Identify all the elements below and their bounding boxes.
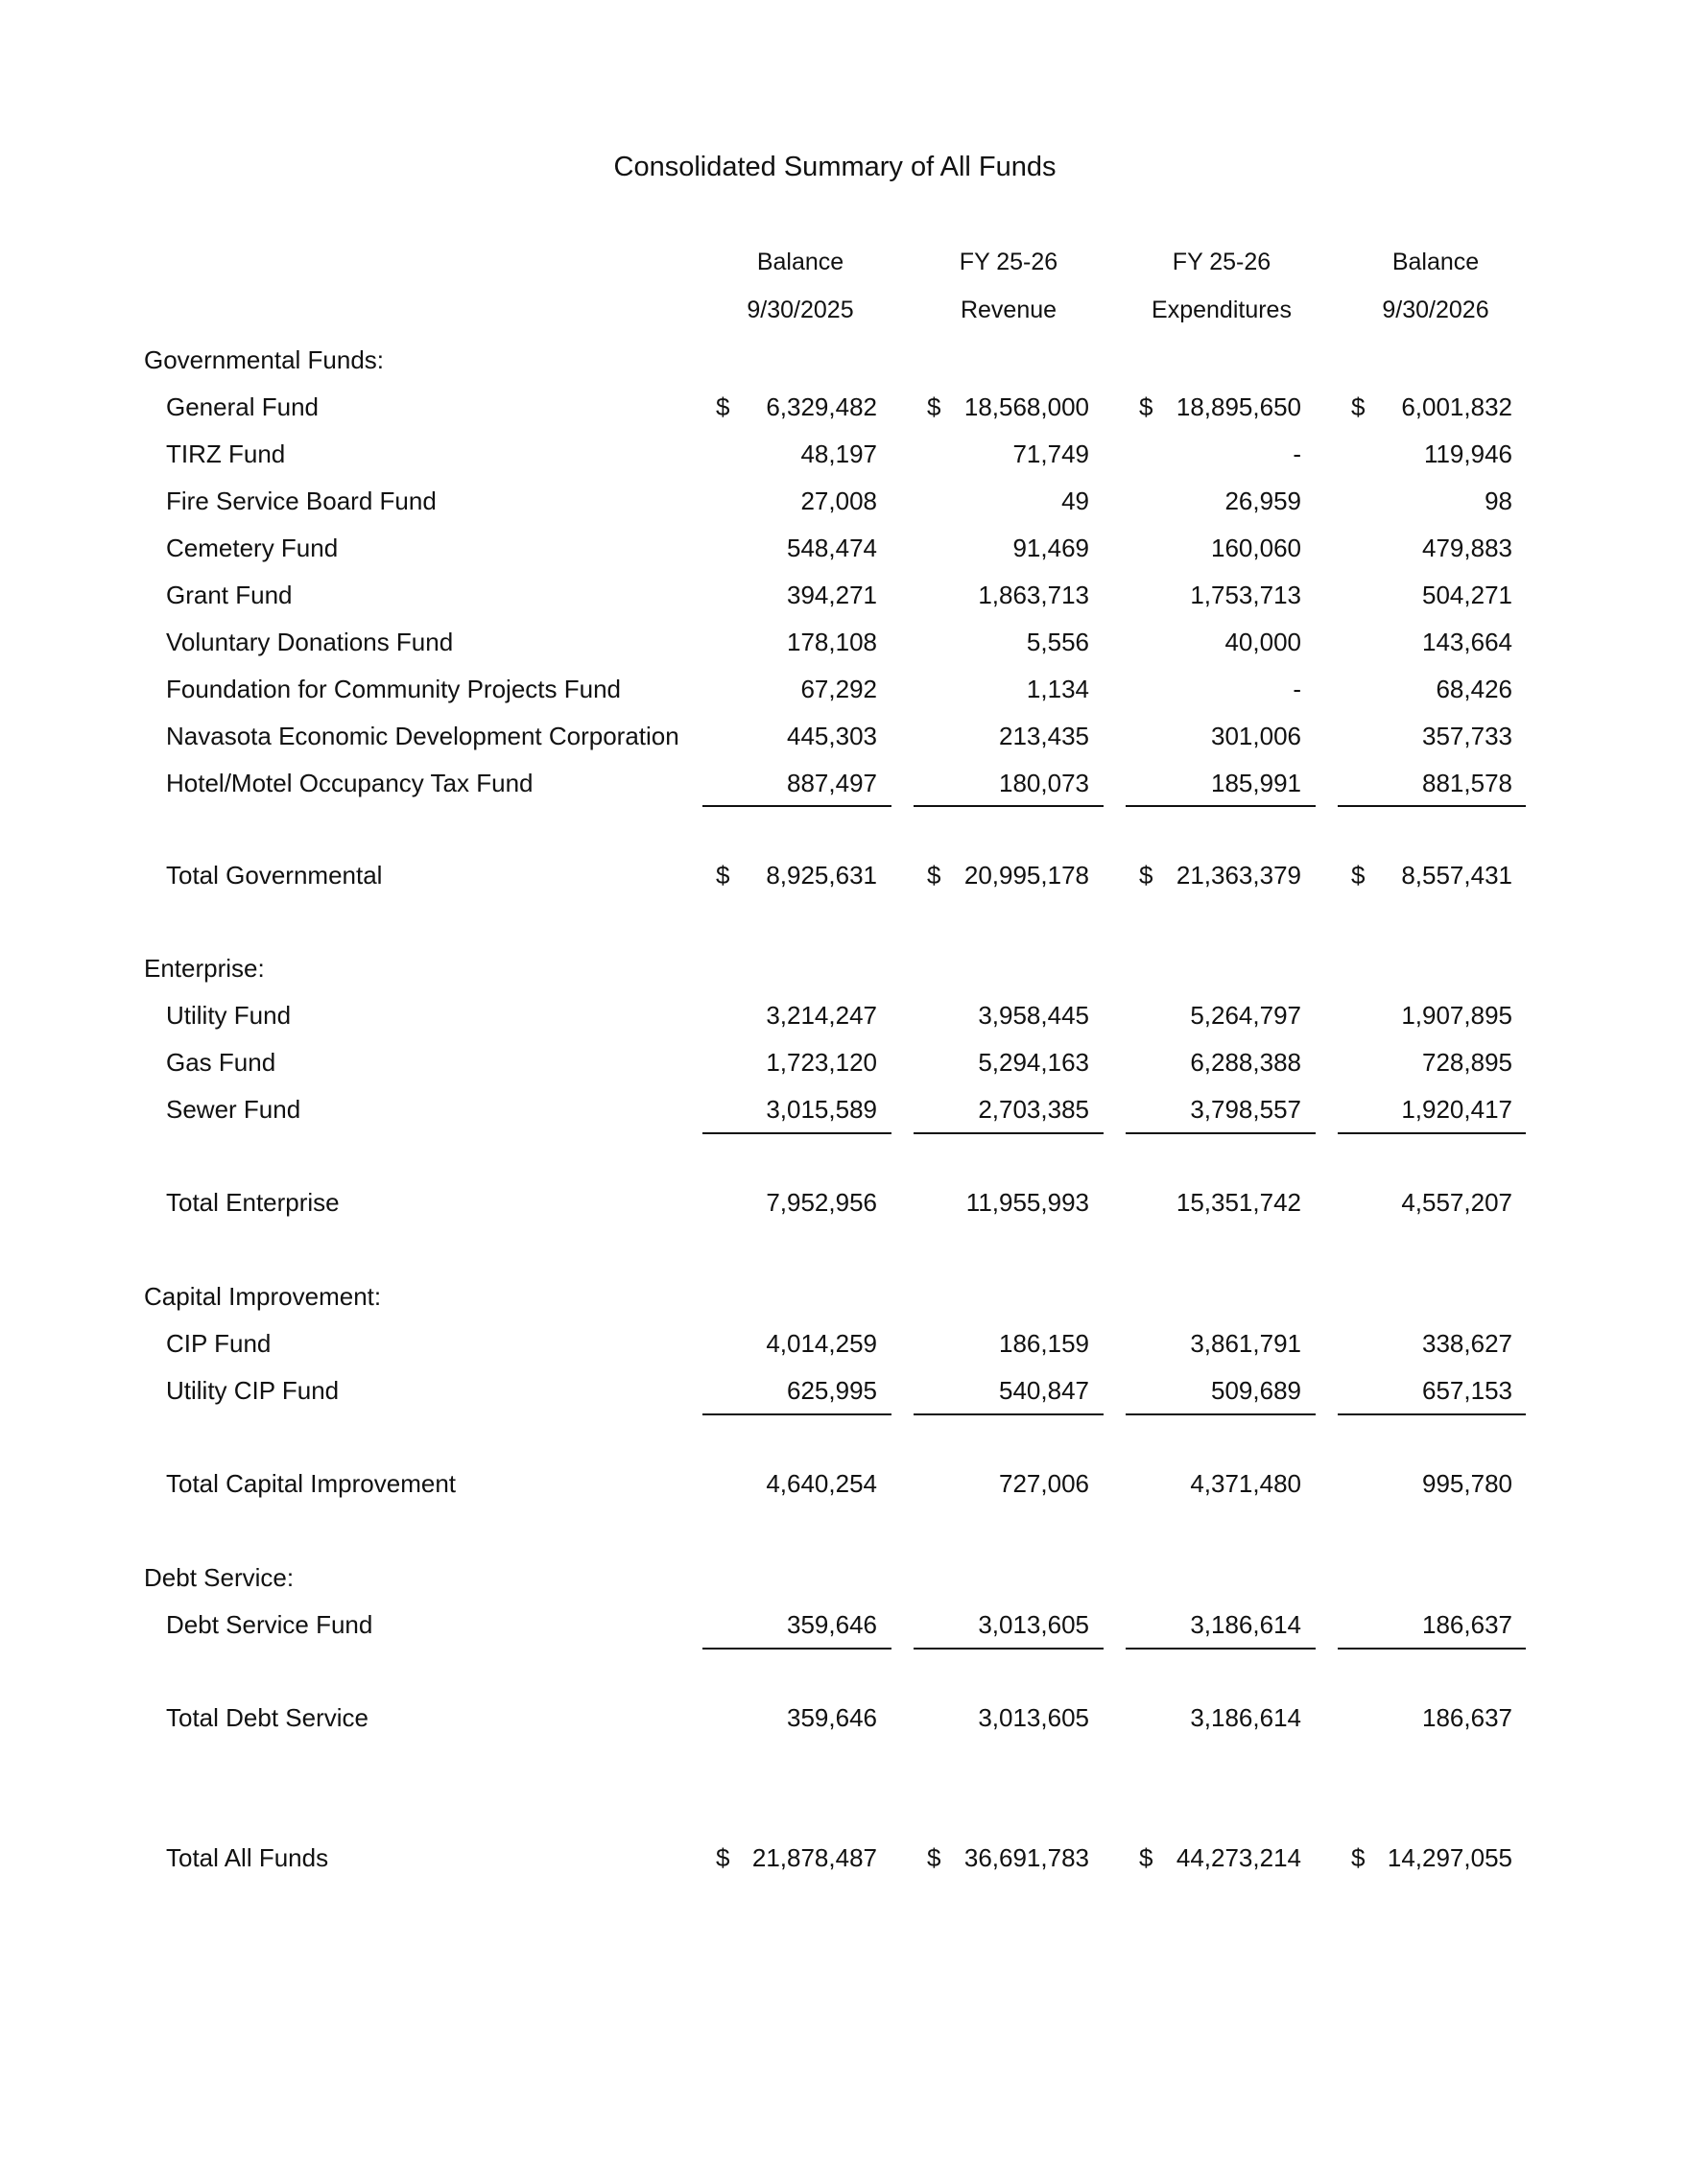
table-row-label: Utility CIP Fund (166, 1376, 340, 1405)
table-row-label: Foundation for Community Projects Fund (166, 675, 621, 703)
column-header-line2: Revenue (960, 297, 1057, 323)
table-row-value: 3,861,791 (1190, 1329, 1301, 1358)
table-row-value: 119,946 (1423, 439, 1512, 468)
table-row-value: 504,271 (1422, 581, 1512, 609)
column-header-line2: Expenditures (1152, 297, 1292, 323)
table-row-value: 185,991 (1211, 769, 1301, 797)
underline-rule (1126, 805, 1316, 807)
section-total-value: 11,955,993 (965, 1188, 1089, 1217)
table-row-value: 540,847 (999, 1376, 1089, 1405)
table-row-value: 180,073 (999, 769, 1089, 797)
table-row-value: 68,426 (1436, 675, 1512, 703)
underline-rule (914, 1132, 1104, 1134)
currency-symbol: $ (716, 861, 730, 890)
table-row-label: TIRZ Fund (166, 439, 286, 468)
section-total-value: 7,952,956 (766, 1188, 877, 1217)
underline-rule (1126, 1132, 1316, 1134)
table-row-value: 186,637 (1422, 1610, 1512, 1639)
table-row-value: 40,000 (1224, 628, 1301, 656)
table-row-value: 445,303 (787, 722, 877, 750)
table-row-label: Cemetery Fund (166, 534, 339, 562)
table-row-label: Grant Fund (166, 581, 293, 609)
currency-symbol: $ (1139, 1843, 1153, 1872)
table-row-value: 3,214,247 (766, 1001, 877, 1030)
table-row-value: 728,895 (1422, 1048, 1512, 1077)
section-total-label: Total Capital Improvement (166, 1469, 457, 1498)
table-row-value: 3,015,589 (766, 1095, 877, 1124)
table-row-value: 18,895,650 (1176, 392, 1301, 421)
table-row-value: 5,556 (1026, 628, 1089, 656)
table-row-label: Fire Service Board Fund (166, 487, 437, 515)
currency-symbol: $ (1351, 861, 1366, 890)
table-row-value: 5,294,163 (978, 1048, 1089, 1077)
table-row-label: Hotel/Motel Occupancy Tax Fund (166, 769, 534, 797)
table-row-label: Voluntary Donations Fund (166, 628, 454, 656)
underline-rule (1126, 1648, 1316, 1650)
underline-rule (702, 1132, 891, 1134)
page-title: Consolidated Summary of All Funds (613, 152, 1057, 182)
underline-rule (702, 805, 891, 807)
table-row-value: 48,197 (800, 439, 877, 468)
table-row-label: Sewer Fund (166, 1095, 301, 1124)
underline-rule (914, 1648, 1104, 1650)
section-total-value: 4,557,207 (1401, 1188, 1512, 1217)
section-heading: Capital Improvement: (144, 1282, 382, 1311)
underline-rule (1126, 1413, 1316, 1415)
currency-symbol: $ (927, 1843, 941, 1872)
section-total-value: 995,780 (1422, 1469, 1512, 1498)
table-row-value: 881,578 (1422, 769, 1512, 797)
table-row-value: 5,264,797 (1190, 1001, 1301, 1030)
table-row-value: 26,959 (1224, 487, 1301, 515)
table-row-value: 49 (1061, 487, 1089, 515)
table-row-value: 509,689 (1211, 1376, 1301, 1405)
column-header-line2: 9/30/2026 (1382, 297, 1489, 323)
table-row-value: 6,329,482 (766, 392, 877, 421)
table-row-value: 1,134 (1026, 675, 1089, 703)
table-row-value: 67,292 (800, 675, 877, 703)
section-total-label: Total Enterprise (166, 1188, 340, 1217)
table-row-value: 71,749 (1012, 439, 1089, 468)
currency-symbol: $ (716, 392, 730, 421)
currency-symbol: $ (1351, 1843, 1366, 1872)
underline-rule (702, 1648, 891, 1650)
table-row-value: 98 (1485, 487, 1512, 515)
table-row-value: 27,008 (800, 487, 877, 515)
table-row-label: Debt Service Fund (166, 1610, 373, 1639)
table-row-value: 548,474 (787, 534, 877, 562)
section-total-value: 4,371,480 (1190, 1469, 1301, 1498)
grand-total-value: 36,691,783 (963, 1843, 1089, 1872)
section-total-value: 21,363,379 (1176, 861, 1301, 890)
section-total-value: 8,557,431 (1401, 861, 1512, 890)
section-total-value: 3,186,614 (1190, 1703, 1301, 1732)
section-total-label: Total Debt Service (166, 1703, 368, 1732)
underline-rule (702, 1413, 891, 1415)
table-row-value: 91,469 (1012, 534, 1089, 562)
table-row-value: 338,627 (1422, 1329, 1512, 1358)
section-total-value: 4,640,254 (766, 1469, 877, 1498)
table-row-value: 625,995 (787, 1376, 877, 1405)
table-row-value: 3,186,614 (1190, 1610, 1301, 1639)
table-row-value: 1,753,713 (1190, 581, 1301, 609)
section-heading: Debt Service: (144, 1563, 295, 1592)
table-row-value: 143,664 (1422, 628, 1512, 656)
section-total-value: 186,637 (1422, 1703, 1512, 1732)
table-row-value: 1,723,120 (766, 1048, 877, 1077)
column-header-line2: 9/30/2025 (747, 297, 854, 323)
table-row-value: 887,497 (787, 769, 877, 797)
section-total-value: 727,006 (999, 1469, 1089, 1498)
table-row-label: Gas Fund (166, 1048, 276, 1077)
table-row-value: 301,006 (1211, 722, 1301, 750)
table-row-value: - (1293, 439, 1301, 468)
currency-symbol: $ (927, 392, 941, 421)
table-row-value: 359,646 (787, 1610, 877, 1639)
grand-total-value: 21,878,487 (751, 1843, 877, 1872)
table-row-value: 3,013,605 (978, 1610, 1089, 1639)
column-header-line1: Balance (756, 249, 844, 275)
section-total-label: Total Governmental (166, 861, 383, 890)
table-row-label: Utility Fund (166, 1001, 292, 1030)
section-total-value: 20,995,178 (963, 861, 1089, 890)
table-row-value: 1,863,713 (978, 581, 1089, 609)
column-header-line1: Balance (1391, 249, 1480, 275)
table-row-value: 213,435 (999, 722, 1089, 750)
table-row-label: General Fund (166, 392, 319, 421)
table-row-value: 186,159 (999, 1329, 1089, 1358)
section-total-value: 15,351,742 (1176, 1188, 1301, 1217)
table-row-value: - (1293, 675, 1301, 703)
section-heading: Governmental Funds: (144, 345, 385, 374)
underline-rule (914, 805, 1104, 807)
section-heading: Enterprise: (144, 954, 265, 983)
table-row-value: 394,271 (787, 581, 877, 609)
table-row-value: 3,798,557 (1190, 1095, 1301, 1124)
underline-rule (1338, 1132, 1526, 1134)
table-row-value: 18,568,000 (963, 392, 1089, 421)
table-row-value: 178,108 (787, 628, 877, 656)
table-row-label: CIP Fund (166, 1329, 272, 1358)
table-row-value: 1,907,895 (1401, 1001, 1512, 1030)
table-row-value: 2,703,385 (978, 1095, 1089, 1124)
table-row-value: 3,958,445 (978, 1001, 1089, 1030)
underline-rule (914, 1413, 1104, 1415)
section-total-value: 359,646 (787, 1703, 877, 1732)
grand-total-label: Total All Funds (166, 1843, 329, 1872)
table-row-value: 160,060 (1211, 534, 1301, 562)
table-row-value: 6,288,388 (1190, 1048, 1301, 1077)
table-row-value: 6,001,832 (1401, 392, 1512, 421)
table-row-value: 1,920,417 (1401, 1095, 1512, 1124)
currency-symbol: $ (716, 1843, 730, 1872)
underline-rule (1338, 1648, 1526, 1650)
table-row-value: 357,733 (1422, 722, 1512, 750)
column-header-line1: FY 25-26 (959, 249, 1058, 275)
grand-total-value: 44,273,214 (1176, 1843, 1301, 1872)
table-row-value: 4,014,259 (766, 1329, 877, 1358)
currency-symbol: $ (1351, 392, 1366, 421)
table-row-value: 479,883 (1422, 534, 1512, 562)
section-total-value: 3,013,605 (978, 1703, 1089, 1732)
grand-total-value: 14,297,055 (1387, 1843, 1512, 1872)
currency-symbol: $ (1139, 861, 1153, 890)
column-header-line1: FY 25-26 (1172, 249, 1271, 275)
section-total-value: 8,925,631 (766, 861, 877, 890)
table-row-value: 657,153 (1422, 1376, 1512, 1405)
underline-rule (1338, 1413, 1526, 1415)
table-row-label: Navasota Economic Development Corporation (166, 722, 679, 750)
currency-symbol: $ (1139, 392, 1153, 421)
currency-symbol: $ (927, 861, 941, 890)
underline-rule (1338, 805, 1526, 807)
